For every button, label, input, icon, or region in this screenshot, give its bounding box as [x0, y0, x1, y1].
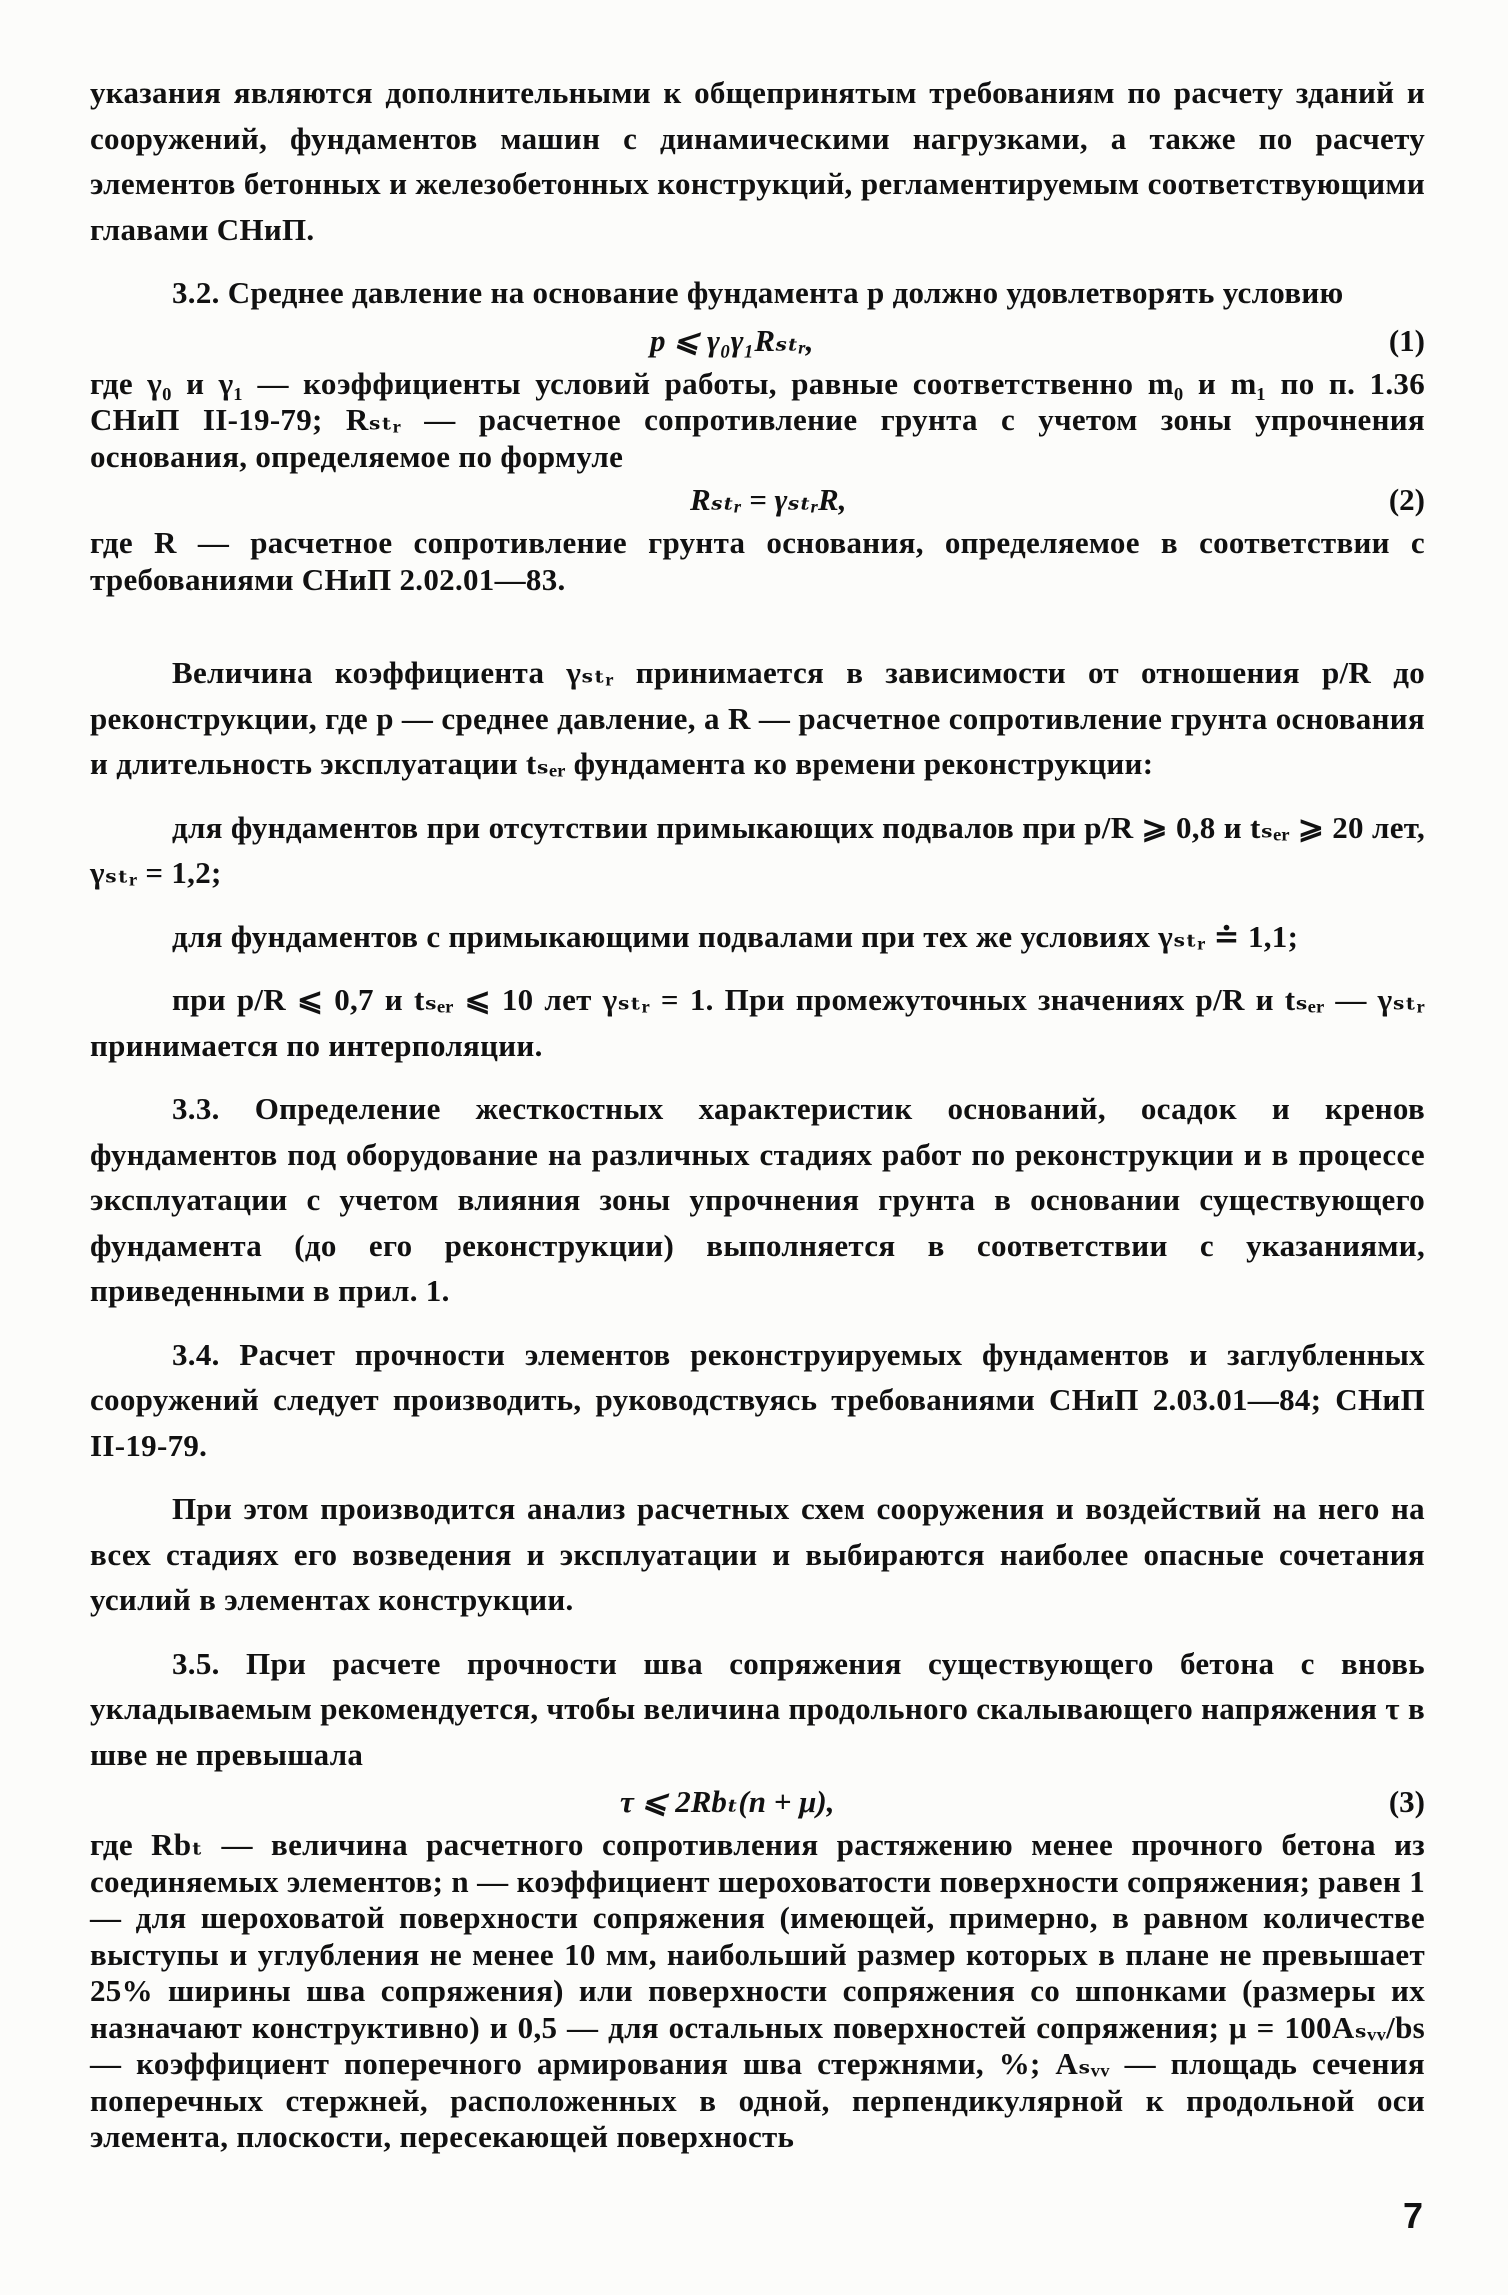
section-3-4 [90, 1332, 1425, 1469]
section-3-2 [90, 270, 1425, 316]
where-paragraph-1: где γ₀ и γ₁ — коэффициенты условий работы, равные соответственно m₀ и m₁ по п. 1.36 СНиП II-19-79; Rₛₜᵣ — расчетное сопротивление грунта с учетом зоны упрочнения основания, определяемое по формуле [90, 365, 1425, 474]
where-paragraph-2: где R — расчетное сопротивление грунта основания, определяемое в соответствии с требованиями СНиП 2.02.01—83. [90, 525, 1425, 597]
case-1-paragraph: для фундаментов при отсутствии примыкающих подвалов при p/R ⩾ 0,8 и tₛₑᵣ ⩾ 20 лет, γₛₜᵣ = 1,2; [90, 809, 1425, 890]
case-3-paragraph: при p/R ⩽ 0,7 и tₛₑᵣ ⩽ 10 лет γₛₜᵣ = 1. При промежуточных значениях p/R и tₛₑᵣ — γₛₜᵣ принимается по интерполяции. [90, 982, 1425, 1063]
where-paragraph-3: где Rbₜ — величина расчетного сопротивления растяжению менее прочного бетона из соединяемых элементов; n — коэффициент шероховатости поверхности сопряжения; равен 1 — для шероховатой поверхности сопряжения (имеющей, примерно, в равном количестве выступы и углубления не менее 10 мм, наибольший размер которых в плане не превышает 25% ширины шва сопряжения) или поверхности сопряжения со шпонками (размеры их назначают конструктивно) и 0,5 — для остальных поверхностей сопряжения; μ = 100Aₛᵥᵥ/bs — коэффициент поперечного армирования шва стержнями, %; Aₛᵥᵥ — площадь сечения поперечных стержней, расположенных в одной, перпендикулярной к продольной оси элемента, плоскости, пересекающей поверхность [90, 1827, 1425, 2154]
section-text: При расчете прочности шва сопряжения существующего бетона с вновь укладываемым рекомендуется, чтобы величина продольного скалывающего напряжения τ в шве не превышала [90, 1645, 1425, 1772]
formula-expression: Rₛₜᵣ = γₛₜᵣR, [690, 482, 847, 517]
formula-3 [90, 1777, 1425, 1827]
formula-1 [90, 316, 1425, 366]
formula-number: (1) [1388, 322, 1425, 358]
analysis-paragraph: При этом производится анализ расчетных схем сооружения и воздействий на него на всех стадиях его возведения и эксплуатации и выбираются наиболее опасные сочетания усилий в элементах конструкции. [90, 1491, 1425, 1617]
formula-expression: p ⩽ γ₀γ₁Rₛₜᵣ, [650, 322, 814, 358]
section-text: Определение жесткостных характеристик оснований, осадок и кренов фундаментов под оборудование на различных стадиях работ по реконструкции и в процессе эксплуатации с учетом влияния зоны упрочнения грунта в основании существующего фундамента (до его реконструкции) выполняется в соответствии с указаниями, приведенными в прил. 1. [90, 1091, 1425, 1308]
section-number: 3.2. [172, 275, 220, 310]
page-body [90, 70, 1425, 2156]
section-3-3 [90, 1086, 1425, 1314]
section-number: 3.4. [172, 1336, 220, 1372]
case-2-paragraph: для фундаментов с примыкающими подвалами при тех же условиях γₛₜᵣ ≐ 1,1; [172, 918, 1299, 954]
page-number: 7 [1403, 2195, 1424, 2236]
section-text: Расчет прочности элементов реконструируемых фундаментов и заглубленных сооружений следует производить, руководствуясь требованиями СНиП 2.03.01—84; СНиП II-19-79. [90, 1336, 1425, 1463]
section-number: 3.5. [172, 1645, 220, 1681]
section-3-5 [90, 1641, 1425, 1778]
formula-2 [90, 475, 1425, 525]
formula-number: (2) [1388, 482, 1425, 517]
formula-expression: τ ⩽ 2Rbₜ(n + μ), [620, 1784, 835, 1819]
section-text: Среднее давление на основание фундамента p должно удовлетворять условию [219, 275, 1344, 310]
intro-paragraph: указания являются дополнительными к общепринятым требованиям по расчету зданий и сооружений, фундаментов машин с динамическими нагрузками, а также по расчету элементов бетонных и железобетонных конструкций, регламентируемым соответствующими главами СНиП. [90, 75, 1425, 247]
section-number: 3.3. [172, 1091, 220, 1126]
formula-number: (3) [1388, 1784, 1425, 1819]
coefficient-paragraph: Величина коэффициента γₛₜᵣ принимается в зависимости от отношения p/R до реконструкции, где p — среднее давление, а R — расчетное сопротивление грунта основания и длительность эксплуатации tₛₑᵣ фундамента ко времени реконструкции: [90, 655, 1425, 781]
